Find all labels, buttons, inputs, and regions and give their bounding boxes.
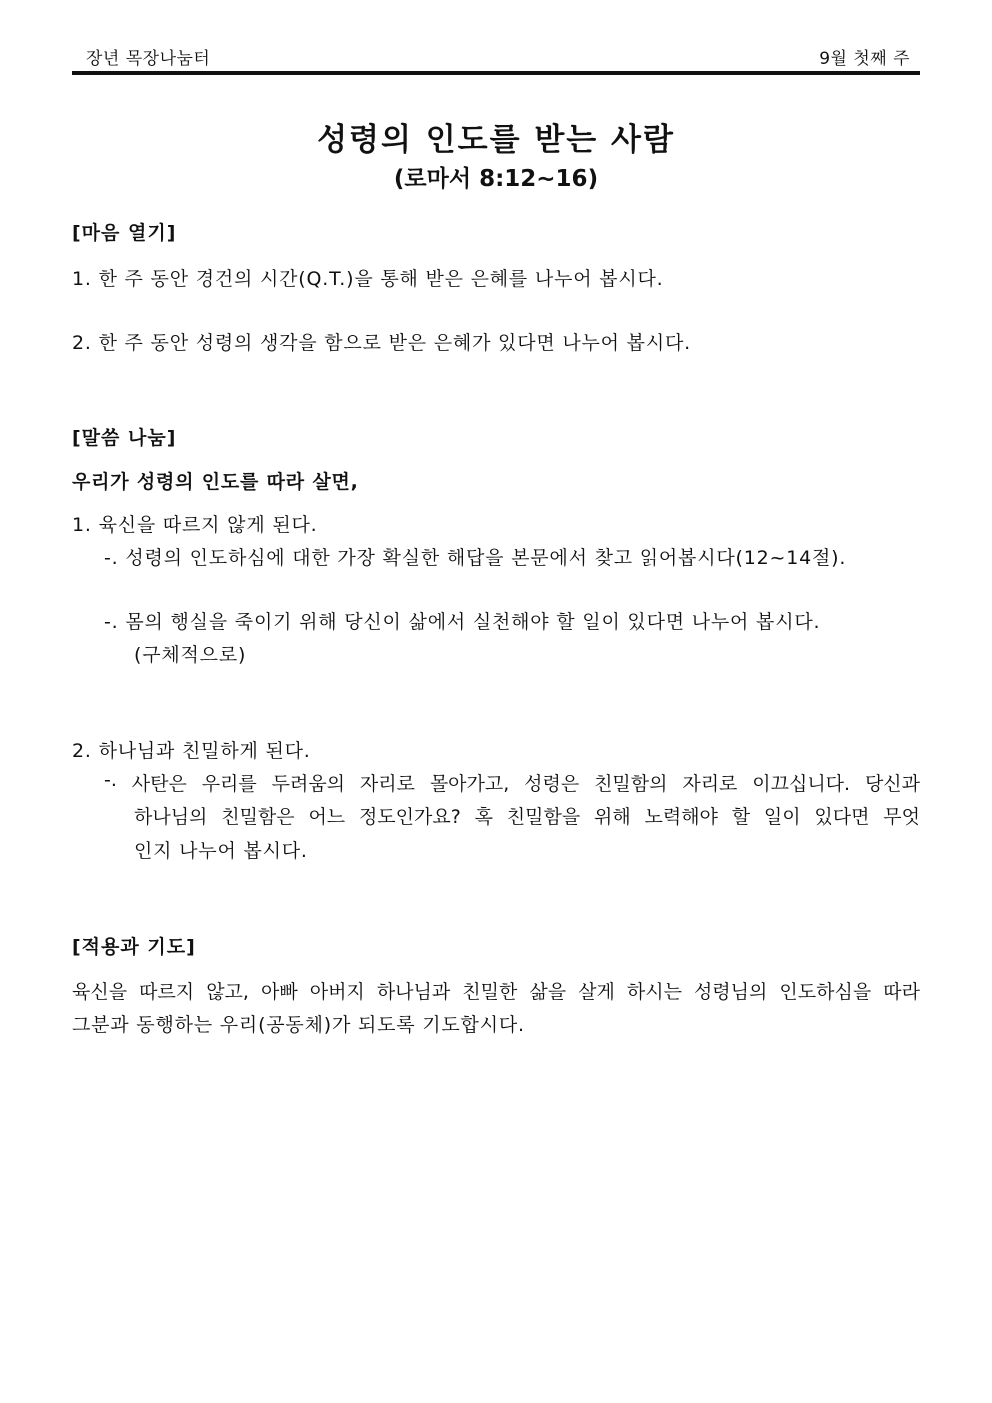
word: 하나님의 (134, 806, 208, 828)
word: 자리로 (682, 773, 738, 795)
sharing-point-1-question-a: -. 성령의 인도하심에 대한 가장 확실한 해답을 본문에서 찾고 읽어봅시다(12~14절). (104, 547, 847, 569)
section-heading-sharing: [말씀 나눔] (72, 427, 177, 449)
scripture-reference: (로마서 8:12~16) (393, 166, 599, 192)
word: 당신과 (864, 773, 920, 795)
word: 이끄십니다. (752, 773, 851, 795)
document-title: 성령의 인도를 받는 사람 (317, 122, 675, 158)
sharing-point-2-question-line-1 (104, 769, 920, 796)
word: 일이 (763, 806, 801, 828)
word: 육신을 (72, 981, 128, 1003)
word: 성령님의 (693, 981, 768, 1003)
word: 사탄은 (131, 773, 187, 795)
word: 정도인가요? (358, 806, 461, 828)
header-divider (72, 71, 920, 75)
word: 친밀함은 (221, 806, 295, 828)
header-week: 9월 첫째 주 (819, 49, 910, 69)
section-heading-opening: [마음 열기] (72, 222, 177, 244)
word: 두려움의 (271, 773, 346, 795)
opening-question-2: 2. 한 주 동안 성령의 생각을 함으로 받은 은혜가 있다면 나누어 봅시다. (72, 332, 691, 354)
word: 우리를 (201, 773, 257, 795)
word: 하나님과 (376, 981, 451, 1003)
sharing-point-1-question-b-note: (구체적으로) (134, 644, 247, 666)
header-group-name: 장년 목장나눔터 (86, 49, 211, 69)
word: 친밀함을 (506, 806, 581, 828)
word: 성령은 (524, 773, 580, 795)
section-heading-application: [적용과 기도] (72, 936, 196, 958)
sharing-point-2: 2. 하나님과 친밀하게 된다. (72, 740, 311, 762)
word: 따르지 (139, 981, 195, 1003)
word: 인도하심을 (779, 981, 872, 1003)
sharing-point-1-question-b: -. 몸의 행실을 죽이기 위해 당신이 삶에서 실천해야 할 일이 있다면 나누어 봅시다. (104, 611, 821, 633)
word: 하시는 (626, 981, 682, 1003)
word: 친밀한 (462, 981, 518, 1003)
word: 어느 (308, 806, 346, 828)
word: 할 (731, 806, 751, 828)
application-line-1 (72, 977, 920, 1004)
word: -. (104, 769, 117, 791)
sharing-point-2-question-line-3: 인지 나누어 봅시다. (134, 840, 308, 862)
sharing-point-2-question-line-2 (134, 802, 920, 829)
word: 따라 (883, 981, 920, 1003)
application-line-2: 그분과 동행하는 우리(공동체)가 되도록 기도합시다. (72, 1014, 525, 1036)
word: 자리로 (359, 773, 415, 795)
sharing-lead: 우리가 성령의 인도를 따라 살면, (72, 471, 359, 493)
word: 있다면 (814, 806, 870, 828)
word: 무엇 (883, 806, 920, 828)
word: 혹 (474, 806, 493, 828)
word: 아버지 (309, 981, 365, 1003)
word: 않고, (206, 981, 249, 1003)
opening-question-1: 1. 한 주 동안 경건의 시간(Q.T.)을 통해 받은 은혜를 나누어 봅시다. (72, 268, 664, 290)
word: 몰아가고, (429, 773, 510, 795)
word: 노력해야 (644, 806, 718, 828)
word: 살게 (578, 981, 615, 1003)
word: 위해 (593, 806, 631, 828)
word: 친밀함의 (594, 773, 668, 795)
word: 아빠 (260, 981, 298, 1003)
sharing-point-1: 1. 육신을 따르지 않게 된다. (72, 514, 318, 536)
word: 삶을 (529, 981, 567, 1003)
